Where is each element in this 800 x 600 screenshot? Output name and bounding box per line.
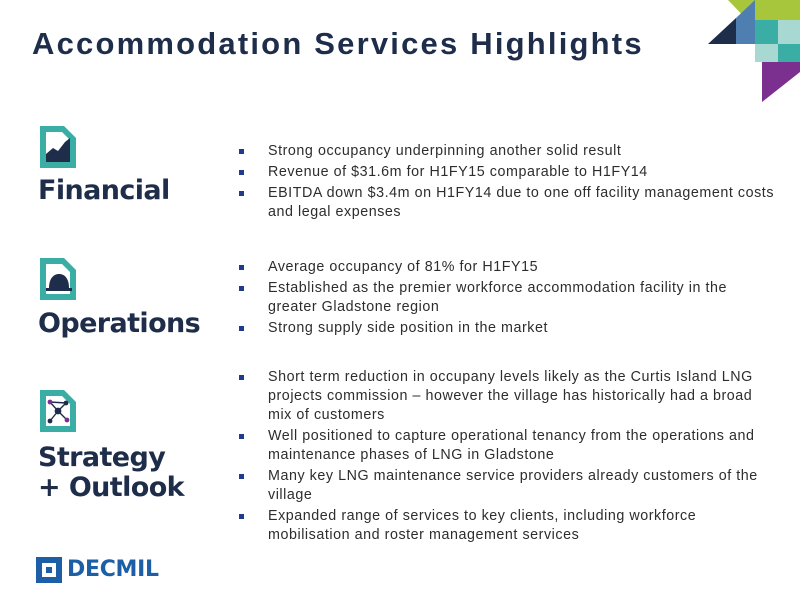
bullet-icon	[239, 326, 244, 331]
bullet-icon	[239, 191, 244, 196]
operations-bullet-list	[237, 258, 777, 340]
bullet-icon	[239, 149, 244, 154]
bullet-icon	[239, 170, 244, 175]
list-item: EBITDA down $3.4m on H1FY14 due to one off facility management costs and legal expenses	[237, 184, 777, 222]
bullet-icon	[239, 514, 244, 519]
list-item: Well positioned to capture operational tenancy from the operations and maintenance phases of LNG in Gladstone	[237, 427, 777, 465]
bullet-icon	[239, 434, 244, 439]
hard-hat-icon	[38, 256, 78, 302]
bullet-icon	[239, 474, 244, 479]
company-logo	[36, 556, 159, 584]
section-heading-outlook: + Outlook	[38, 472, 185, 503]
corner-decoration	[700, 0, 800, 110]
list-item: Average occupancy of 81% for H1FY15	[237, 258, 777, 277]
section-heading-strategy: Strategy	[38, 442, 166, 473]
logo-text: DECMIL	[67, 557, 159, 582]
list-item: Established as the premier workforce accommodation facility in the greater Gladstone region	[237, 279, 777, 317]
network-icon	[38, 388, 78, 434]
list-item: Strong supply side position in the market	[237, 319, 777, 338]
list-item: Many key LNG maintenance service providers already customers of the village	[237, 467, 777, 505]
bullet-icon	[239, 265, 244, 270]
bullet-icon	[239, 375, 244, 380]
section-heading-operations: Operations	[38, 308, 201, 339]
area-chart-icon	[38, 124, 78, 170]
list-item: Revenue of $31.6m for H1FY15 comparable to H1FY14	[237, 163, 777, 182]
financial-bullet-list	[237, 142, 777, 224]
list-item: Strong occupancy underpinning another solid result	[237, 142, 777, 161]
strategy-bullet-list	[237, 368, 777, 547]
list-item: Short term reduction in occupany levels likely as the Curtis Island LNG projects commission – however the village has historically had a broad mix of customers	[237, 368, 777, 425]
page-title: Accommodation Services Highlights	[32, 26, 644, 61]
section-heading-financial: Financial	[38, 175, 170, 206]
logo-mark-icon	[36, 557, 62, 583]
list-item: Expanded range of services to key clients, including workforce mobilisation and roster management services	[237, 507, 777, 545]
bullet-icon	[239, 286, 244, 291]
